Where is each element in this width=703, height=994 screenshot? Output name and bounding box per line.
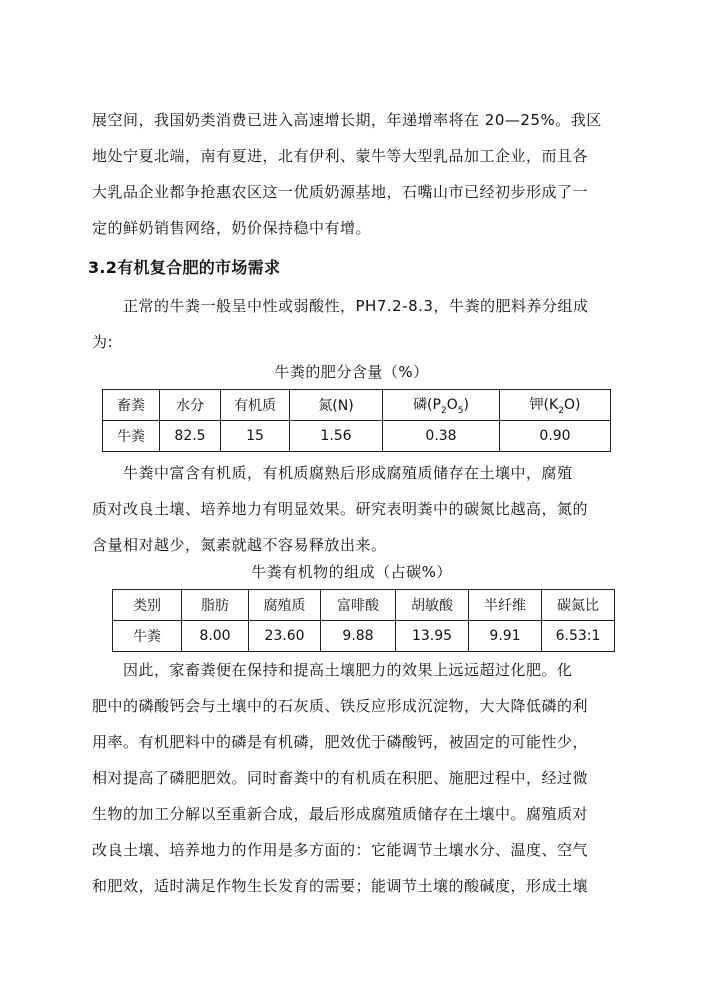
header-cell: 脂肪 bbox=[182, 590, 249, 621]
table-cell: 82.5 bbox=[160, 421, 221, 452]
text-line: 肥中的磷酸钙会与土壤中的石灰质、铁反应形成沉淀物，大大降低磷的利 bbox=[92, 697, 589, 715]
table-header-row bbox=[103, 390, 611, 421]
paragraph-fertilizer-benefits bbox=[92, 652, 618, 904]
header-cell: 水分 bbox=[160, 390, 221, 421]
table-cell: 8.00 bbox=[182, 621, 249, 652]
text-line: 展空间，我国奶类消费已进入高速增长期，年递增率将在 20—25%。我区 bbox=[92, 111, 602, 129]
text-line: 地处宁夏北端，南有夏进，北有伊利、蒙牛等大型乳品加工企业，而且各 bbox=[92, 147, 589, 165]
text-line: 和肥效，适时满足作物生长发育的需要；能调节土壤的酸碱度，形成土壤 bbox=[92, 877, 589, 895]
header-cell: 腐殖质 bbox=[249, 590, 321, 621]
table-cell: 9.91 bbox=[469, 621, 542, 652]
table1-caption: 牛粪的肥分含量（%） bbox=[274, 363, 429, 381]
table-cell: 6.53:1 bbox=[542, 621, 615, 652]
paragraph-manure-nutrients-intro bbox=[92, 288, 618, 360]
header-cell: 胡敏酸 bbox=[396, 590, 469, 621]
paragraph-organic-matter bbox=[92, 455, 618, 563]
header-cell: 畜粪 bbox=[103, 390, 160, 421]
header-cell: 有机质 bbox=[221, 390, 290, 421]
text-line: 改良土壤、培养地力的作用是多方面的：它能调节土壤水分、温度、空气 bbox=[92, 841, 589, 859]
text-line: 正常的牛粪一般呈中性或弱酸性，PH7.2-8.3，牛粪的肥料养分组成 bbox=[92, 297, 589, 315]
text-line: 牛粪中富含有机质，有机质腐熟后形成腐殖质储存在土壤中，腐殖 bbox=[92, 464, 573, 482]
table2-caption: 牛粪有机物的组成（占碳%） bbox=[251, 563, 452, 581]
header-cell: 碳氮比 bbox=[542, 590, 615, 621]
header-cell: 氮(N) bbox=[290, 390, 383, 421]
table-cell: 1.56 bbox=[290, 421, 383, 452]
text-line: 为: bbox=[92, 333, 114, 351]
table-cell: 13.95 bbox=[396, 621, 469, 652]
table-header-row bbox=[113, 590, 615, 621]
text-line: 大乳品企业都争抢惠农区这一优质奶源基地，石嘴山市已经初步形成了一 bbox=[92, 183, 589, 201]
nutrient-content-table bbox=[102, 389, 611, 452]
header-cell: 类别 bbox=[113, 590, 182, 621]
text-line: 相对提高了磷肥肥效。同时畜粪中的有机质在积肥、施肥过程中，经过微 bbox=[92, 769, 589, 787]
table-cell: 牛粪 bbox=[113, 621, 182, 652]
header-cell: 钾$(K_2O)$ bbox=[500, 390, 611, 421]
section-heading: 3.2有机复合肥的市场需求 bbox=[88, 258, 281, 277]
header-cell: 磷$(P_2O_5)$ bbox=[383, 390, 500, 421]
text-line: 因此，家畜粪便在保持和提高土壤肥力的效果上远远超过化肥。化 bbox=[92, 661, 573, 679]
text-line: 用率。有机肥料中的磷是有机磷，肥效优于磷酸钙，被固定的可能性少， bbox=[92, 733, 589, 751]
table-cell: 15 bbox=[221, 421, 290, 452]
header-cell: 半纤维 bbox=[469, 590, 542, 621]
text-line: 定的鲜奶销售网络，奶价保持稳中有增。 bbox=[92, 219, 372, 237]
table-cell: 0.90 bbox=[500, 421, 611, 452]
table-cell: 23.60 bbox=[249, 621, 321, 652]
table-row bbox=[113, 621, 615, 652]
table-row bbox=[103, 421, 611, 452]
paragraph-market-outlook bbox=[92, 102, 618, 246]
text-line: 含量相对越少，氮素就越不容易释放出来。 bbox=[92, 536, 387, 554]
text-line: 生物的加工分解以至重新合成，最后形成腐殖质储存在土壤中。腐殖质对 bbox=[92, 805, 589, 823]
header-cell: 富啡酸 bbox=[321, 590, 396, 621]
table-cell: 牛粪 bbox=[103, 421, 160, 452]
text-line: 质对改良土壤、培养地力有明显效果。研究表明粪中的碳氮比越高，氮的 bbox=[92, 500, 589, 518]
organic-composition-table bbox=[112, 589, 615, 652]
table-cell: 0.38 bbox=[383, 421, 500, 452]
table-cell: 9.88 bbox=[321, 621, 396, 652]
